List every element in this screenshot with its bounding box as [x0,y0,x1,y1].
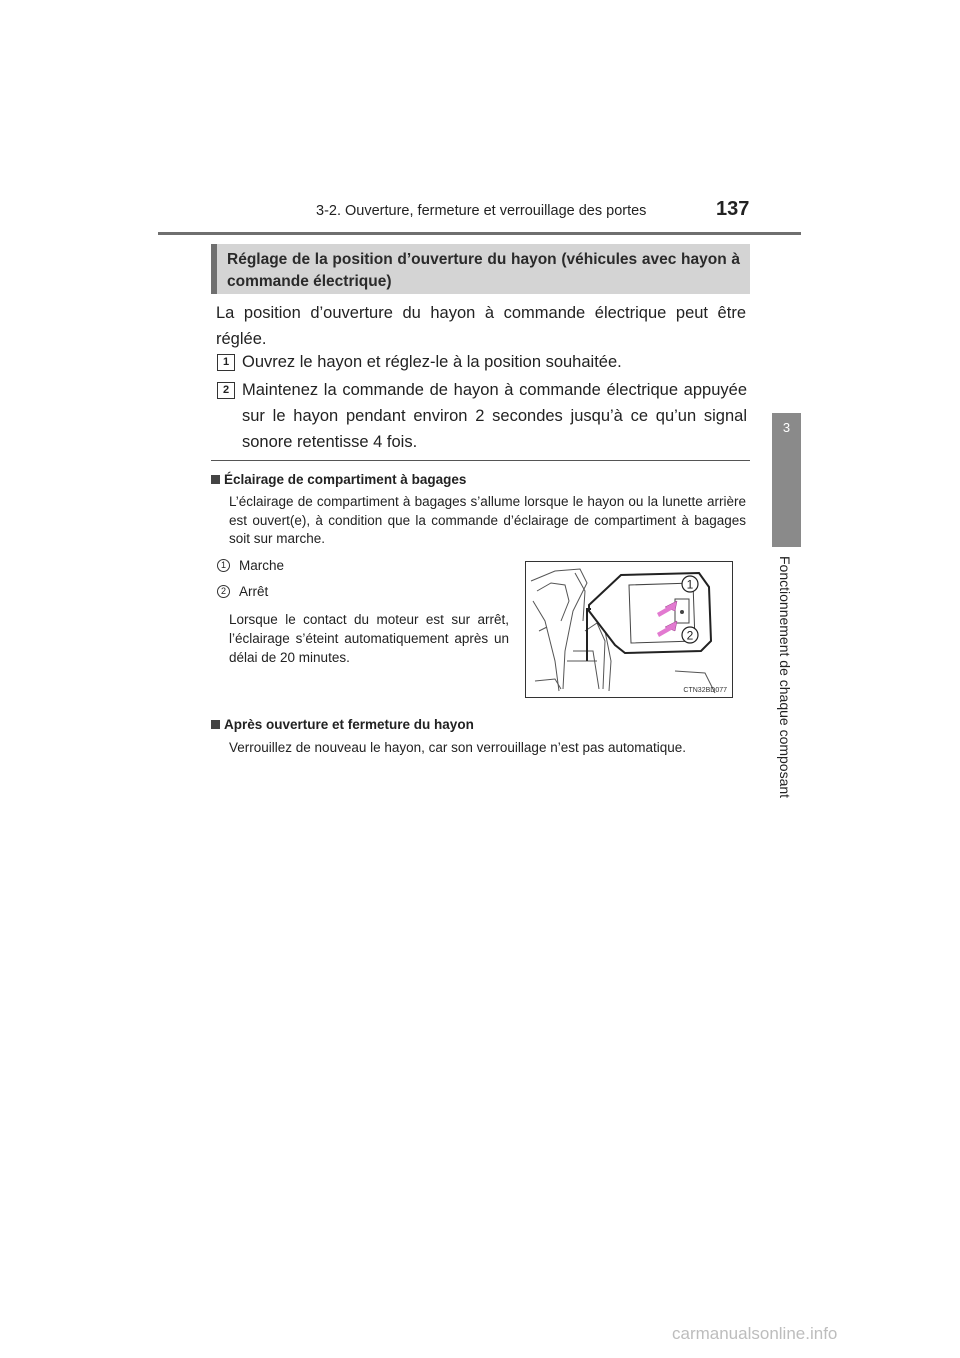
auto-off-note: Lorsque le contact du moteur est sur arrêt, l’éclairage s’éteint automatiquement après un délai de 20 minutes. [229,612,509,665]
chapter-label-wrap [770,556,800,806]
header-rule [158,232,801,235]
section-heading-box [211,244,750,294]
section-heading: Réglage de la position d’ouverture du hayon (véhicules avec hayon à commande électrique) [227,251,740,290]
chapter-number: 3 [782,420,791,435]
figure-marker-1: 1 [686,577,694,592]
running-header: 3-2. Ouverture, fermeture et verrouillage des portes [316,203,647,219]
square-bullet-icon [211,720,220,729]
note-text-lighting: L’éclairage de compartiment à bagages s’allume lorsque le hayon ou la lunette arrière est ouvert(e), à condition que la commande d’éclairage de compartiment à bagages soit sur marche. [229,494,746,546]
callout-number-1: 1 [217,559,230,572]
section-divider [211,460,750,461]
step-text-1: Ouvrez le hayon et réglez-le à la position souhaitée. [242,353,622,371]
callout-number-2: 2 [217,585,230,598]
note-heading-tailgate [211,717,474,732]
chapter-tab [772,413,801,547]
watermark: carmanualsonline.info [672,1324,838,1343]
step-number-1: 1 [217,354,235,371]
figure-code: CTN32BD077 [683,687,727,694]
step-number-2: 2 [217,382,235,399]
page-number: 137 [716,198,750,220]
callout-label-on: Marche [239,558,285,573]
note-title-2: Après ouverture et fermeture du hayon [224,717,474,732]
intro-paragraph: La position d’ouverture du hayon à commande électrique peut être réglée. [216,304,746,348]
note-text-tailgate: Verrouillez de nouveau le hayon, car son verrouillage n’est pas automatique. [229,740,687,755]
note-heading-lighting [211,472,466,487]
luggage-light-switch-illustration [525,561,733,698]
square-bullet-icon [211,475,220,484]
chapter-label: Fonctionnement de chaque composant [777,556,793,799]
figure-marker-2: 2 [686,628,694,643]
step-text-2: Maintenez la commande de hayon à commande électrique appuyée sur le hayon pendant environ 2 secondes jusqu’à ce qu’un signal sonore retentisse 4 fois. [242,381,747,451]
note-title-1: Éclairage de compartiment à bagages [224,472,467,487]
callout-label-off: Arrêt [239,584,269,599]
